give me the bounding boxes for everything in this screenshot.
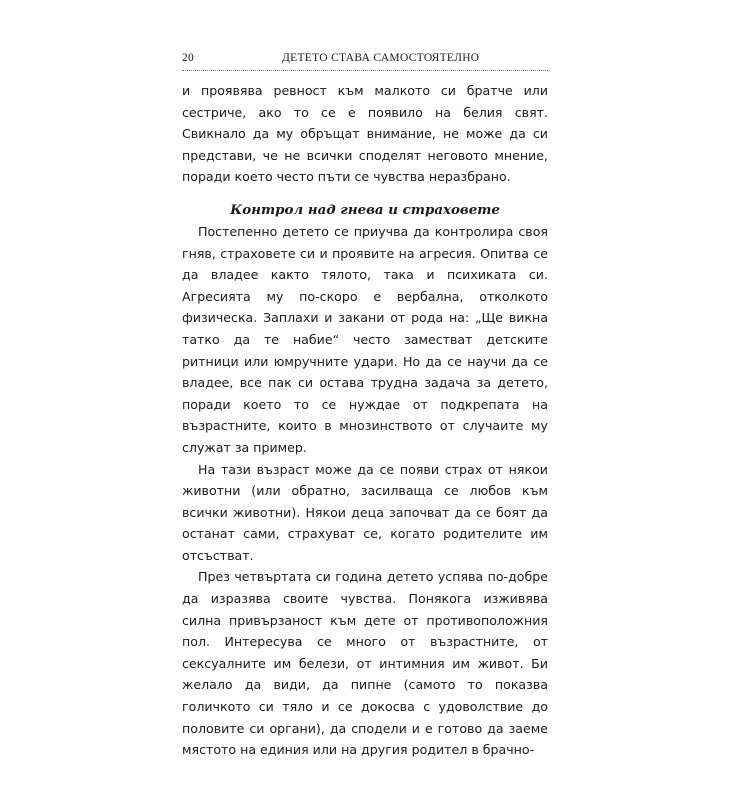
page-number: 20 — [182, 52, 195, 64]
paragraph: На тази възраст може да се появи страх от някои животни (или обратно, засилваща се любов към всички животни). Някои деца започват да се боят да останат сами, страхуват се, когато родителите им отсъстват. — [182, 461, 548, 563]
section-heading: Контрол над гнева и страховете — [230, 201, 500, 218]
book-page — [182, 50, 548, 761]
header-divider — [182, 70, 548, 71]
paragraph: През четвъртата си година детето успява по-добре да изразява своите чувства. Понякога изживява силна привързаност към дете от противоположния пол. Интересува се много от възрастните, от сексуалните им белези, от интимния им живот. Би желало да види, да пипне (самото то показва голичкото си тяло и се докосва с удоволствие до половите си органи), да сподели и е готово да заеме мястото на единия или на другия родител в брачно- — [182, 569, 548, 758]
paragraph: и проявява ревност към малкото си братче или сестриче, ако то се е появило на белия свят. Свикнало да му обръщат внимание, не може да си представи, че не всички споделят неговото мнение, поради което често пъти се чувства неразбрано. — [182, 83, 548, 185]
paragraph: Постепенно детето се приучва да контролира своя гняв, страховете си и проявите на агресия. Опитва се да владее както тялото, така и психиката си. Агресията му по-скоро е вербална, отколкото физическа. Заплахи и закани от рода на: „Ще викна татко да те набие“ често заместват детските ритници или юмручните удари. Но да се научи да се владее, все пак си остава трудна задача за детето, поради което то се нуждае от подкрепата на възрастните, които в мнозинството от случаите му служат за пример. — [182, 223, 548, 455]
running-head — [182, 50, 548, 68]
body-text — [182, 80, 548, 761]
running-title: ДЕТЕТО СТАВА САМОСТОЯТЕЛНО — [282, 52, 480, 64]
